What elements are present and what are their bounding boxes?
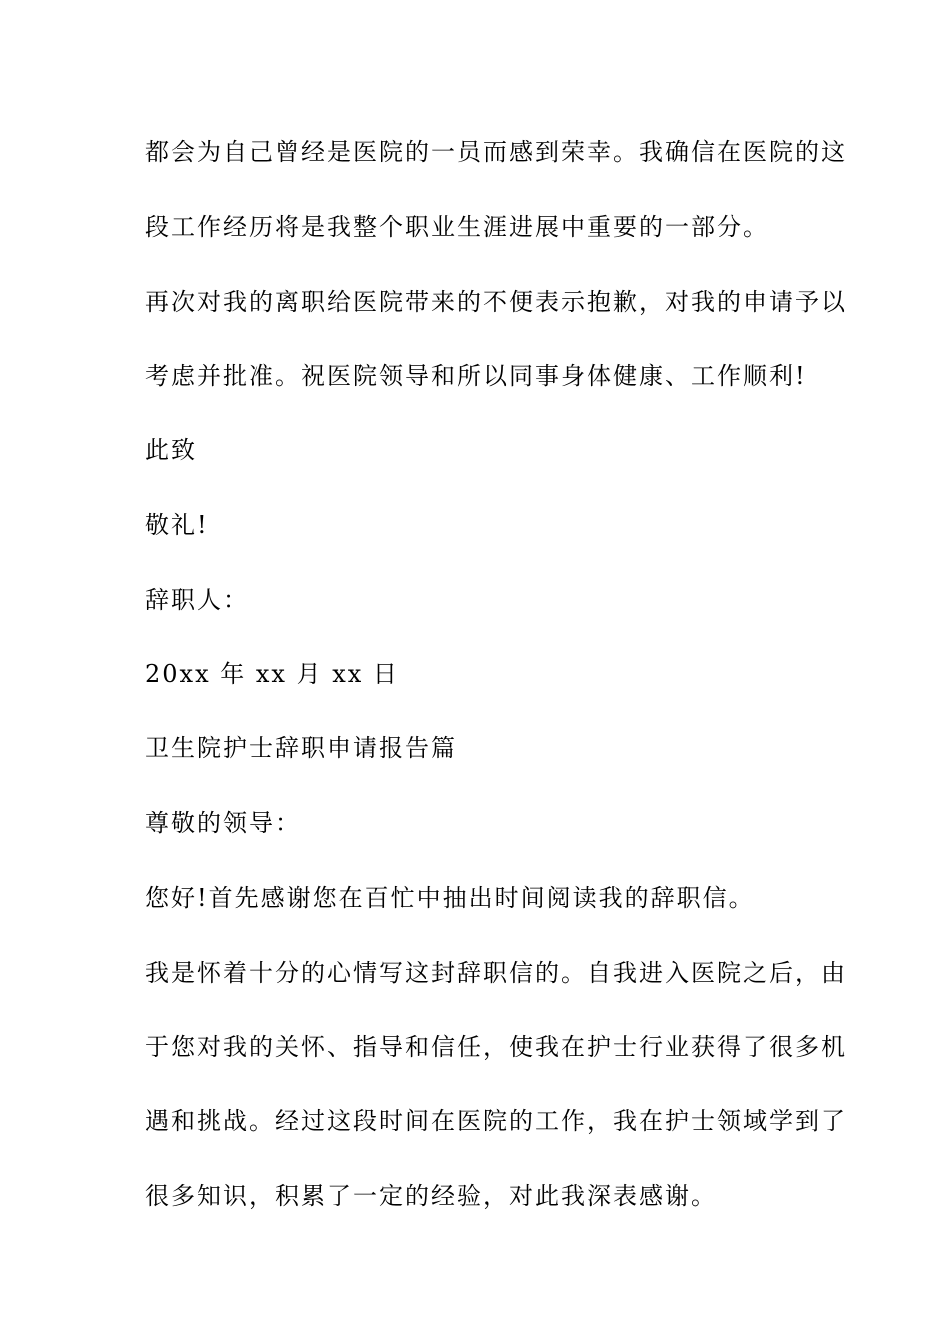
paragraph-line: 遇和挑战。经过这段时间在医院的工作，我在护士领域学到了 [145,1107,847,1135]
signature-label: 辞职人： [145,586,249,614]
paragraph-line: 您好!首先感谢您在百忙中抽出时间阅读我的辞职信。 [145,884,755,912]
paragraph-line: 很多知识，积累了一定的经验，对此我深表感谢。 [145,1182,717,1210]
salutation-line: 敬礼! [145,511,209,539]
paragraph-line: 都会为自己曾经是医院的一员而感到荣幸。我确信在医院的这 [145,138,847,166]
closing-line: 此致 [145,436,197,464]
paragraph-line: 考虑并批准。祝医院领导和所以同事身体健康、工作顺利! [145,362,807,390]
section-title: 卫生院护士辞职申请报告篇 [145,734,457,762]
date-line: 20xx 年 xx 月 xx 日 [145,660,399,688]
paragraph-line: 我是怀着十分的心情写这封辞职信的。自我进入医院之后，由 [145,959,847,987]
greeting-line: 尊敬的领导： [145,809,301,837]
paragraph-line: 于您对我的关怀、指导和信任，使我在护士行业获得了很多机 [145,1033,847,1061]
paragraph-line: 段工作经历将是我整个职业生涯进展中重要的一部分。 [145,213,769,241]
paragraph-line: 再次对我的离职给医院带来的不便表示抱歉，对我的申请予以 [145,288,847,316]
